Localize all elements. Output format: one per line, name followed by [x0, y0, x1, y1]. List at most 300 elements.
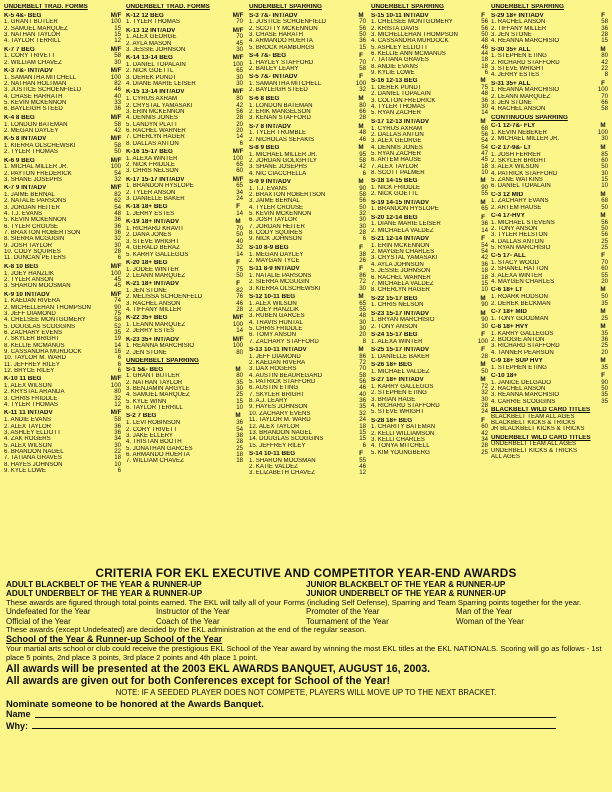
competitor-name: 7. TATIANA GRAVES: [371, 57, 429, 64]
competitor-points: 24: [236, 195, 243, 203]
competitor-points: 90: [359, 184, 366, 192]
division-gender: F: [236, 280, 240, 288]
competitor-points: 58: [359, 156, 366, 164]
division: [249, 145, 367, 177]
competitor-name: 4. GERALD BERAZ: [126, 245, 180, 252]
given-out-line: All awards are given out for both Conferences except for School of the Year!: [6, 675, 391, 688]
competitor-points: 68: [481, 124, 488, 132]
division-header: [249, 96, 367, 103]
division: [4, 68, 122, 113]
competitor-name: 4. TYLER THOMAS: [371, 104, 425, 111]
competitor-points: 36: [481, 260, 488, 268]
competitor-name: 9. NICK JOHNSON: [249, 236, 302, 243]
competitor-points: 20: [236, 126, 243, 134]
competitor-points: 42: [236, 101, 243, 109]
division-gender: M: [600, 211, 606, 219]
competitor-points: 40: [114, 92, 121, 100]
competitor-points: 36: [236, 419, 243, 427]
competitor-points: 76: [236, 293, 243, 301]
division: [491, 192, 609, 211]
division-gender: M: [358, 122, 364, 130]
standing-row: [491, 183, 609, 189]
standing-row: [126, 405, 244, 411]
competitor-points: 35: [601, 363, 608, 371]
division-name: S-21 12-14 INT/ADV: [371, 236, 430, 243]
competitor-points: 74: [114, 297, 121, 305]
division-gender: M/F: [110, 11, 122, 19]
competitor-name: 1. JEN STONE: [126, 287, 167, 294]
division-header: [371, 236, 489, 243]
competitor-points: 25: [601, 314, 608, 322]
competitor-points: 6: [117, 360, 121, 368]
competitor-points: 10: [481, 286, 488, 294]
competitor-points: 100: [232, 154, 243, 162]
competitor-name: 1. TYLER THOMAS: [126, 19, 180, 26]
award-junior-blackbelt: JUNIOR BLACKBELT OF THE YEAR & RUNNER-UP: [306, 580, 506, 589]
competitor-name: 3. SHANE JOSEPHS: [4, 177, 62, 183]
competitor-points: 54: [114, 169, 121, 177]
competitor-points: 100: [110, 163, 121, 171]
division-name: K-17 15-17 INT/ADV: [126, 176, 185, 183]
division-header: [491, 213, 609, 220]
division-header: [371, 296, 489, 303]
competitor-name: 7. MICHAELA VALDEZ: [371, 280, 434, 287]
section-title: UNDERBELT SPARRING: [371, 4, 444, 10]
competitor-points: 36: [481, 220, 488, 228]
division-header: [371, 347, 489, 354]
competitor-name: 2. KATIE VALDEZ: [249, 463, 298, 470]
division-header: [126, 337, 244, 344]
competitor-points: 58: [114, 416, 121, 424]
competitor-points: 30: [481, 322, 488, 330]
competitor-name: 3. JORDAN HEITER: [4, 204, 60, 211]
division: [249, 451, 367, 477]
competitor-name: 2. BAILEY LEARY: [249, 66, 299, 73]
competitor-points: 80: [236, 372, 243, 380]
competitor-name: 2. RICHARD STAFFORD: [491, 59, 560, 66]
division-name: K-14 13-14 BEG: [126, 55, 173, 62]
competitor-name: 1. BRANDON HYSLOPE: [126, 183, 194, 190]
competitor-name: 2. NATALIE PARSONS: [4, 198, 67, 205]
division-name: K-12 12 BEG: [126, 12, 164, 19]
competitor-points: 65: [359, 299, 366, 307]
standing-row: [371, 70, 489, 76]
competitor-name: 13. BRANDON NAGEL: [249, 429, 312, 436]
division-gender: M: [600, 322, 606, 330]
competitor-points: 32: [236, 244, 243, 252]
competitor-points: 38: [236, 431, 243, 439]
competitor-name: 3. JAIME BERNAL: [249, 198, 300, 205]
division-name: S-31 35+ ALL: [491, 80, 531, 87]
award-instructor: Instructor of the Year: [156, 607, 230, 617]
division: [491, 4, 609, 11]
competitor-name: 4. ARMANDO HUERTA: [249, 38, 313, 45]
standing-row: [126, 458, 244, 464]
division-gender: F: [601, 372, 605, 380]
standing-row: [371, 409, 489, 415]
competitor-points: 8: [604, 71, 608, 79]
competitor-points: 30: [601, 169, 608, 177]
competitor-name: 3. RICHARD STAFFORD: [491, 343, 560, 350]
competitor-name: 1. MICHAL MILLER JR.: [4, 164, 69, 171]
standing-row: [371, 339, 489, 345]
competitor-name: 6. JOSH TAYLOR: [249, 217, 298, 224]
competitor-name: 8. KELLIE MCMANUS: [4, 342, 65, 349]
standing-row: [371, 287, 489, 293]
competitor-name: 2. DEREK BECKMAN: [491, 300, 551, 307]
competitor-name: 1. ERIN MCKENNON: [371, 242, 430, 249]
division-gender: M: [235, 412, 241, 420]
competitor-points: 55: [601, 271, 608, 279]
competitor-name: 4. AUSTIN BEAUREGARD: [249, 372, 323, 379]
division: [4, 264, 122, 290]
division-name: S-26 18+ BEG: [371, 362, 413, 369]
competitor-name: 2. KAEDAN RIVERA: [249, 360, 306, 367]
standing-row: [371, 228, 489, 234]
division: [371, 215, 489, 234]
competitor-name: 8. ANDIE EVANS: [371, 63, 418, 70]
competitor-name: 2. CORY TRIVETT: [126, 426, 178, 433]
division: [491, 407, 609, 433]
division-name: S-8 9 BEG: [249, 144, 280, 151]
name-blank-line[interactable]: [35, 709, 556, 718]
competitor-points: 30: [114, 441, 121, 449]
competitor-name: 5. CHRIS FRIDDLE: [249, 326, 303, 332]
division-header: [126, 367, 244, 374]
division-gender: F: [481, 346, 485, 354]
division-header: [126, 28, 244, 35]
competitor-points: 19: [114, 335, 121, 343]
competitor-points: 70: [359, 365, 366, 373]
competitor-points: 28: [114, 248, 121, 256]
division: [371, 311, 489, 330]
competitor-points: 62: [114, 197, 121, 205]
division: [4, 410, 122, 474]
division-header: [491, 373, 609, 380]
competitor-points: 22: [114, 447, 121, 455]
competitor-points: 32: [481, 389, 488, 397]
competitor-name: 1. STEPHEN ETING: [491, 53, 547, 60]
division: [371, 4, 489, 11]
competitor-name: 2. TYLER ANSON: [4, 276, 54, 283]
division-gender: M/F: [110, 156, 122, 164]
division-header: [371, 377, 489, 384]
competitor-name: 11. TAYLOR M. WARD: [249, 417, 311, 424]
competitor-points: 45: [481, 156, 488, 164]
division-header: [249, 266, 367, 273]
competitor-points: 36: [601, 335, 608, 343]
division-name: C-7 18+ MID: [491, 308, 527, 315]
competitor-name: 1. ALEXA WINTER: [126, 155, 178, 162]
competitor-name: 1. HAYLEY STAFFORD: [249, 59, 314, 66]
standing-row: [249, 258, 367, 264]
competitor-name: 8. HAYES JOHNSON: [4, 461, 63, 468]
competitor-points: 44: [481, 50, 488, 58]
division-gender: M: [480, 117, 486, 125]
competitor-name: 3. STEVE WRIGHT: [491, 66, 545, 73]
section-title: UNDERBELT TRAD. FORMS: [126, 4, 210, 10]
competitor-name: 4. TAYLOR TERRILL: [4, 38, 61, 45]
competitor-points: 54: [236, 425, 243, 433]
competitor-name: 4. DENNIS JONES: [126, 115, 178, 122]
division-header: [491, 309, 609, 316]
division-name: S-24 15-17 BEG: [371, 331, 418, 338]
competitor-points: 42: [114, 126, 121, 134]
division-gender: F: [481, 416, 485, 424]
competitor-points: 86: [359, 352, 366, 360]
competitor-points: 36: [114, 216, 121, 224]
standings-column: [371, 4, 489, 458]
competitor-name: 1. TONY GOODMAN: [491, 315, 549, 322]
division-header: [249, 347, 367, 354]
division: [4, 13, 122, 45]
standing-row: [491, 426, 609, 432]
award-adult-underbelt: ADULT UNDERBELT OF THE YEAR & RUNNER-UP: [6, 589, 203, 599]
competitor-name: 6. KELLIE ANN MCMANUS: [371, 51, 446, 58]
competitor-points: 16: [114, 348, 121, 356]
why-blank-line[interactable]: [32, 721, 556, 730]
competitor-name: 2. NICK GOETTL: [126, 68, 174, 75]
competitor-name: 2. BOOGIE ANTON: [491, 336, 545, 343]
competitor-name: 4. MAYGEN CHARLES: [491, 279, 555, 286]
competitor-name: 2. JOEY HANZLIK: [249, 306, 300, 313]
competitor-name: 4. NIC CIACCHELLA: [249, 170, 307, 177]
competitor-points: 28: [359, 114, 366, 122]
competitor-points: 48: [359, 129, 366, 137]
division-name: K-10 11 BEG: [4, 376, 42, 383]
competitor-name: 3. BRIAN HAGE: [371, 396, 416, 403]
competitor-name: 1. KARRY GALLEGOS: [371, 383, 434, 390]
division-header: [491, 287, 609, 294]
competitor-points: 46: [236, 299, 243, 307]
division-gender: M/F: [110, 375, 122, 383]
competitor-name: JR BLACKBELT KICKS & TRICKS: [491, 426, 585, 433]
competitor-points: 18: [481, 267, 488, 275]
competitor-name: 2. SKYLER BRIGHT: [491, 157, 547, 164]
competitor-points: 54: [114, 203, 121, 211]
standing-row: [126, 273, 244, 279]
competitor-points: 60: [481, 423, 488, 431]
competitor-points: 65: [236, 67, 243, 75]
competitor-points: 48: [114, 210, 121, 218]
competitor-points: 58: [114, 316, 121, 324]
competitor-name: 4. TONYA MITCHELL: [371, 443, 430, 450]
division-gender: M: [480, 309, 486, 317]
competitor-points: 6: [117, 354, 121, 362]
division-name: S-17 12-13 INT/ADV: [371, 118, 430, 125]
division: [126, 55, 244, 87]
competitor-name: 1. CHARITY BATEMAN: [371, 424, 436, 431]
competitor-name: 1. DEREK PUNDT: [371, 85, 422, 92]
competitor-name: 11. DUNCAN PETERS: [4, 255, 66, 262]
division-name: S-15 10-11 INT/ADV: [371, 12, 429, 19]
competitor-points: 50: [601, 385, 608, 393]
competitor-name: 6. TAYLOR TERRILL: [126, 405, 183, 412]
competitor-points: 14: [481, 109, 488, 117]
competitor-points: 100: [597, 86, 608, 94]
competitor-points: 25: [601, 244, 608, 252]
competitor-points: 65: [236, 182, 243, 190]
division-name: K-22 35+ BEG: [126, 315, 168, 322]
competitor-name: 4. DIANE MARIE LEISER: [126, 81, 196, 88]
competitor-name: 4. CARRIE SCOGGINS: [491, 398, 556, 405]
competitor-name: 5. KEVIN MCKENNON: [4, 217, 67, 224]
competitor-name: 5. KEVIN MCKENNON: [249, 211, 312, 218]
division: [491, 324, 609, 356]
competitor-name: 4. DENNIS JONES: [371, 144, 423, 151]
why-field[interactable]: [6, 721, 606, 733]
competitor-points: 36: [114, 105, 121, 113]
division-header: [249, 179, 367, 186]
competitor-name: 8. CODY SQUIRES: [249, 230, 303, 237]
competitor-name: 2. ALEX TAYLOR: [4, 423, 52, 430]
division-gender: M: [358, 94, 364, 102]
division-gender: M: [480, 198, 486, 206]
division-gender: M: [358, 346, 364, 354]
competitor-name: 3. CHRIS FRIDDLE: [4, 395, 58, 402]
standing-row: [371, 302, 489, 308]
standing-row: [4, 468, 122, 474]
division-header: [126, 13, 244, 20]
competitor-name: 2. NICK FRIDDLE: [126, 161, 176, 168]
competitor-name: 2. DALLAS ANTON: [371, 131, 424, 138]
competitor-name: 9. HAYES JOHNSON: [249, 404, 308, 411]
division-header: [4, 185, 122, 192]
competitor-name: 1. REANNA MARCHISIO: [126, 343, 195, 350]
competitor-name: 1. JANICE DELGADO: [491, 379, 551, 386]
competitor-name: 1. KAEDAN RIVERA: [4, 298, 61, 305]
division-name: S-7 8 INT/ADV: [249, 123, 291, 130]
division-name: S-29 18+ INT/ADV: [491, 12, 544, 19]
award-coach: Coach of the Year: [156, 616, 220, 626]
competitor-name: 1. DANIEL TOPALAIN: [126, 62, 186, 69]
division: [249, 179, 367, 243]
competitor-points: 26: [359, 256, 366, 264]
division-gender: M: [600, 356, 606, 364]
banquet-line: All awards will be presented at the 2003 EKL AWARDS BANQUET, AUGUST 16, 2003.: [6, 662, 431, 675]
standing-row: [371, 354, 489, 360]
division-name: K-11 11 INT/ADV: [4, 410, 53, 417]
competitor-points: 68: [601, 197, 608, 205]
division-header: [249, 451, 367, 458]
competitor-name: 4. TYLER CROUSE: [249, 204, 304, 211]
division-gender: F: [359, 52, 363, 60]
competitor-name: 1. LEVI ROBINSON: [126, 420, 181, 427]
competitor-name: 2. NATHAN TAYLOR: [126, 379, 183, 386]
division: [4, 47, 122, 66]
division-gender: M/F: [110, 184, 122, 192]
competitor-name: 2. JERRY ESTES: [126, 328, 175, 335]
competitor-name: 1. CYRUS AXRAM: [371, 125, 423, 132]
standing-row: [126, 168, 244, 174]
competitor-name: 7. WILLIAM CHAVEZ: [126, 458, 184, 465]
competitor-name: 1. ALEXA WINTER: [371, 338, 423, 345]
competitor-name: 1. GRANT BUTLER: [126, 373, 180, 380]
competitor-points: 48: [359, 312, 366, 320]
competitor-points: 30: [359, 284, 366, 292]
competitor-points: 25: [481, 448, 488, 456]
competitor-points: 50: [236, 271, 243, 279]
competitor-points: 66: [359, 107, 366, 115]
competitor-name: 5. ASHLEY ELLIOTT: [371, 44, 428, 51]
competitor-name: 5. DOUGLAS SCOGGINS: [4, 323, 76, 330]
competitor-name: 1. RACHEL ANSON: [491, 19, 546, 26]
standing-row: [4, 106, 122, 112]
division-gender: M/F: [232, 147, 244, 155]
standing-row: [4, 177, 122, 183]
competitor-points: 15: [359, 435, 366, 443]
competitor-points: 32: [359, 210, 366, 218]
competitor-name: 4. ZAK ROGERS: [4, 436, 51, 443]
competitor-points: 54: [481, 143, 488, 151]
division-name: K-16 15-17 BEG: [126, 148, 173, 155]
division-name: C-8 18+ HVY: [491, 323, 529, 330]
competitor-name: 2. JEN STONE: [126, 349, 167, 356]
division-gender: M: [358, 143, 364, 151]
division-name: K-21 18+ INT/ADV: [126, 281, 180, 288]
division-header: [491, 358, 609, 365]
division-gender: F: [481, 235, 485, 243]
competitor-name: 2. ERIK MANGELSON: [249, 108, 311, 115]
name-field[interactable]: [6, 709, 606, 721]
award-grid-row-1: [6, 607, 606, 616]
competitor-name: 3. JAKE ELLERY: [126, 432, 173, 439]
competitor-points: 55: [481, 190, 488, 198]
competitor-points: 35: [236, 378, 243, 386]
competitor-points: 30: [236, 385, 243, 393]
competitor-points: 58: [359, 191, 366, 199]
competitor-name: 3. BENJAMIN ARGYLE: [126, 386, 190, 393]
competitor-points: 66: [601, 99, 608, 107]
competitor-points: 56: [481, 24, 488, 32]
competitor-points: 14: [236, 210, 243, 218]
competitor-points: 25: [601, 342, 608, 350]
standing-row: [371, 450, 489, 456]
competitor-points: 25: [236, 444, 243, 452]
standing-row: [126, 211, 244, 217]
division: [371, 178, 489, 197]
competitor-points: 100: [110, 269, 121, 277]
division-name: S-20 12-14 BEG: [371, 214, 418, 221]
competitor-name: 2. PAYTON FREDERICK: [4, 170, 72, 177]
section-title: UNDERBELT WILD CARD TITLES: [491, 434, 591, 441]
competitor-points: 50: [481, 30, 488, 38]
division-name: S-19 14-15 INT/ADV: [371, 199, 430, 206]
division: [491, 435, 609, 461]
competitor-points: 42: [481, 254, 488, 262]
competitor-name: 6. BAYLEIGH STEED: [4, 106, 63, 113]
criteria-section: [6, 566, 606, 788]
competitor-name: 3. KENAN STAFFORD: [249, 115, 311, 122]
standing-row: [126, 141, 244, 147]
award-adult-blackbelt: ADULT BLACKBELT OF THE YEAR & RUNNER-UP: [6, 580, 202, 589]
competitor-points: 28: [601, 30, 608, 38]
competitor-name: 1. STEPHEN ETING: [491, 364, 547, 371]
competitor-name: 8. CHERLYN HAGER: [371, 287, 430, 294]
competitor-points: 75: [481, 84, 488, 92]
standings-column: [249, 4, 367, 479]
division-header: [126, 177, 244, 184]
competitor-name: 2. MAYGEN CHARLES: [371, 249, 435, 256]
section-title: CONTINUOUS SPARRING: [491, 114, 568, 121]
competitor-points: 70: [236, 18, 243, 26]
competitor-points: 40: [236, 237, 243, 245]
division-header: [491, 13, 609, 20]
competitor-name: 1. ALEX GEORGE: [126, 34, 177, 41]
competitor-points: 55: [359, 456, 366, 464]
competitor-points: 54: [481, 137, 488, 145]
division: [4, 185, 122, 261]
